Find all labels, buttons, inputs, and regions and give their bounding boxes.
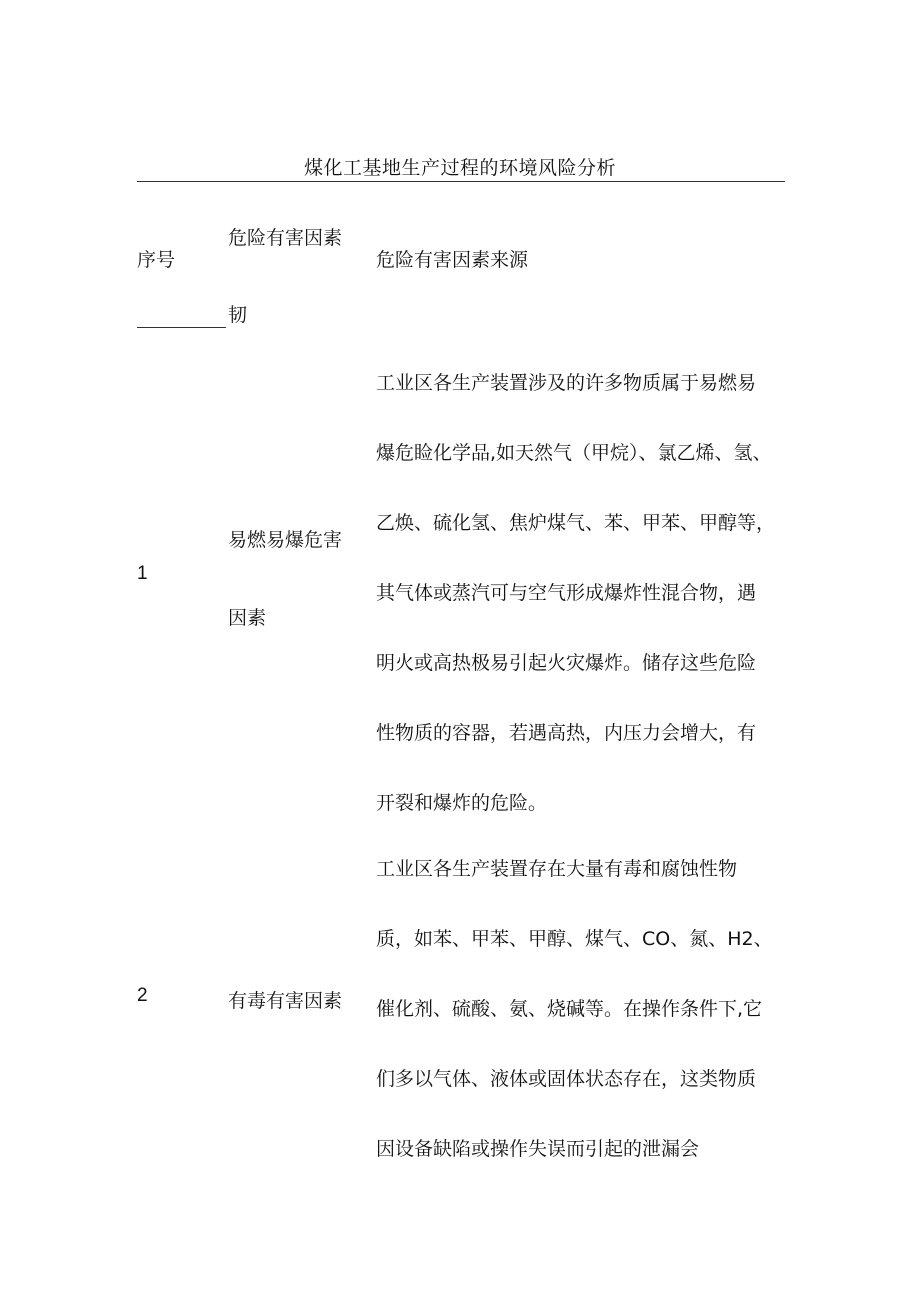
row-2-factor-line1: 有毒有害因素	[228, 990, 343, 1012]
text-line: 质，如苯、甲苯、甲醇、煤气、CO、氮、H2、	[376, 928, 773, 950]
text-line: 明火或高热极易引起火灾爆炸。储存这些危险	[376, 652, 757, 674]
text-line: 催化剂、硫酸、氨、烧碱等。在操作条件下,它	[376, 998, 763, 1020]
title-divider	[137, 181, 785, 182]
header-col-source: 危险有害因素来源	[376, 249, 529, 271]
text-line: 其气体或蒸汽可与空气形成爆炸性混合物，遇	[376, 582, 757, 604]
row-2-number: 2	[137, 985, 148, 1006]
header-col-factor-line2: 韧	[228, 304, 248, 326]
text-line: 工业区各生产装置存在大量有毒和腐蚀性物	[376, 858, 738, 880]
row-1-factor-line2: 因素	[228, 607, 267, 629]
text-line: 因设备缺陷或操作失误而引起的泄漏会	[376, 1138, 700, 1160]
row-2-source-text	[376, 834, 773, 1184]
text-line: 乙焕、硫化氢、焦炉煤气、苯、甲苯、甲醇等，	[376, 512, 776, 534]
row-1-source-text	[376, 348, 775, 838]
text-line: 工业区各生产装置涉及的许多物质属于易燃易	[376, 372, 757, 394]
header-col-factor: 危险有害因素	[228, 227, 343, 249]
document-title: 煤化工基地生产过程的环境风险分析	[303, 157, 616, 179]
row-1-number: 1	[137, 563, 148, 584]
text-line: 开裂和爆炸的危险。	[376, 792, 548, 814]
text-line: 爆危睑化学品,如天然气（甲烷）、氯乙烯、氢、	[376, 442, 772, 464]
row-1-factor-line1: 易燃易爆危害	[228, 529, 343, 551]
text-line: 们多以气体、液体或固体状态存在，这类物质	[376, 1068, 757, 1090]
header-col-no: 序号	[137, 249, 176, 271]
header-underline	[137, 327, 226, 328]
text-line: 性物质的容器，若遇高热，内压力会增大，有	[376, 722, 757, 744]
